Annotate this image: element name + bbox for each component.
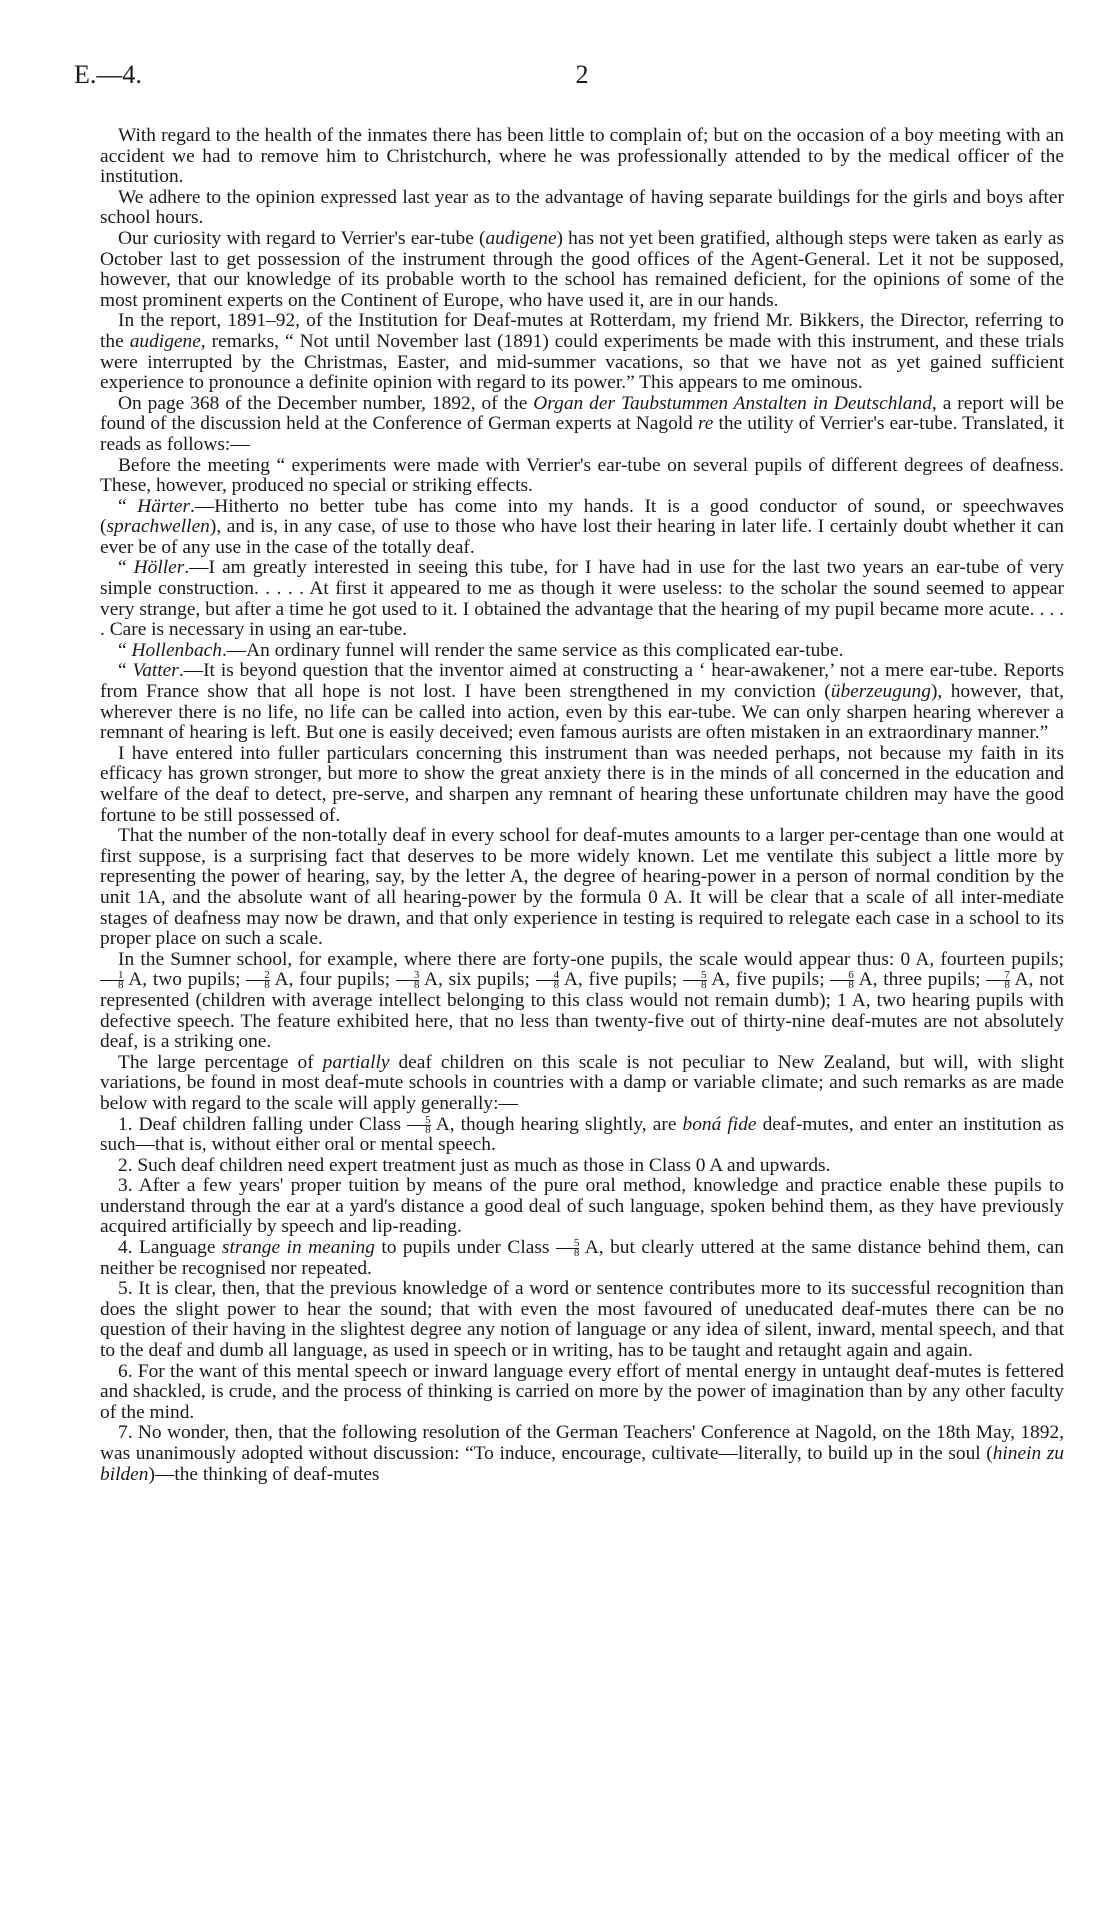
fraction: $\frac{7}{8}$ (986, 971, 1010, 990)
paragraph-partially-deaf: The large percentage of partially deaf children on this scale is not peculiar to New Zealand, but will, with slight variations, be found in most deaf-mute schools in countries with a damp or variable climate; and such remarks as are made below with regard to the scale will apply generally:— (100, 1051, 1064, 1114)
paragraph-health: With regard to the health of the inmates there has been little to complain of; but on the occasion of a boy meeting with an accident we had to remove him to Christchurch, where he was professionally attended to by the medical officer of the institution. (100, 125, 1064, 188)
paragraph-organ: On page 368 of the December number, 1892, of the Organ der Taubstummen Anstalten in Deutschland, a report will be found of the discussion held at the Conference of German experts at Nagold re the utility of Verrier's ear-tube. Translated, it reads as follows:— (100, 392, 1064, 455)
paragraph-ear-tube: Our curiosity with regard to Verrier's ear-tube (audigene) has not yet been gratified, although steps were taken as early as October last to get possession of the instrument through the good offices of the Agent-General. Let it not be supposed, however, that our knowledge of its probable worth to the school has remained deficient, for the opinions of some of the most prominent experts on the Continent of Europe, who have used it, are in our hands. (100, 227, 1065, 311)
fraction: $\frac{3}{8}$ (396, 971, 420, 990)
fraction: $\frac{1}{8}$ (100, 971, 124, 990)
document-reference: E.—4. (74, 60, 142, 89)
paragraph-harter: “ Härter.—Hitherto no better tube has come into my hands. It is a good conductor of sound, or speechwaves (sprachwellen), and is, in any case, of use to those who have lost their hearing in later life. I certainly doubt whether it can ever be of any use in the case of the totally deaf. (100, 495, 1064, 558)
page-header (74, 60, 1064, 100)
paragraph-hollenbach: “ Hollenbach.—An ordinary funnel will render the same service as this complicated ear-tube. (118, 639, 844, 661)
paragraph-meeting: Before the meeting “ experiments were made with Verrier's ear-tube on several pupils of different degrees of deafness. These, however, produced no special or striking effects. (100, 454, 1064, 497)
fraction: $\frac{5}{8}$ (556, 1239, 580, 1258)
fraction: $\frac{6}{8}$ (830, 971, 854, 990)
list-item-4: 4. Language strange in meaning to pupils under Class $\frac{5}{8}$ A, but clearly uttered at the same distance behind them, can neither be recognised nor repeated. (100, 1237, 1064, 1279)
list-item-7: 7. No wonder, then, that the following resolution of the German Teachers' Conference at Nagold, on the 18th May, 1892, was unanimously adopted without discussion: “To induce, encourage, cultivate—literally, to build up in the soul (hinein zu bilden)—the thinking of deaf-mutes (100, 1422, 1064, 1485)
list-item-5: 5. It is clear, then, that the previous knowledge of a word or sentence contributes more to its successful recognition than does the slight power to hear the sound; that with even the most favoured of uneducated deaf-mutes there can be no question of their having in the slightest degree any notion of language or any idea of silent, inward, mental speech, and that to the deaf and dumb all language, as used in speech or in writing, has to be taught and retaught again and again. (100, 1278, 1064, 1362)
paragraph-rotterdam: In the report, 1891–92, of the Institution for Deaf-mutes at Rotterdam, my friend Mr. Bikkers, the Director, referring to the audigene, remarks, “ Not until November last (1891) could experiments be made with this instrument, and these trials were interrupted by the Christmas, Easter, and mid-summer vacations, so that we have not as yet gained sufficient experience to pronounce a definite opinion with regard to its power.” This appears to me ominous. (100, 310, 1064, 394)
list-item-6: 6. For the want of this mental speech or inward language every effort of mental energy in untaught deaf-mutes is fettered and shackled, is crude, and the process of thinking is carried on more by the power of imagination than by any other faculty of the mind. (100, 1360, 1064, 1423)
paragraph-percentage: That the number of the non-totally deaf in every school for deaf-mutes amounts to a larger per-centage than one would at first suppose, is a surprising fact that deserves to be more widely known. Let me ventilate this subject a little more by representing the power of hearing, say, by the letter A, the degree of hearing-power in a person of normal condition by the unit 1A, and the absolute want of all hearing-power by the formula 0 A. It will be clear that a scale of all inter-mediate stages of deafness may now be drawn, and that only experience in testing is required to relegate each case in a school to its proper place on such a scale. (100, 825, 1064, 950)
paragraph-vatter: “ Vatter.—It is beyond question that the inventor aimed at constructing a ‘ hear-awakener,’ not a mere ear-tube. Reports from France show that all hope is not lost. I have been strengthened in my conviction (überzeugung), however, that, wherever there is no life, no life can be called into action, even by this ear-tube. We can only sharpen hearing wherever a remnant of hearing is left. But one is easily deceived; even famous aurists are often mistaken in an extraordinary manner.” (100, 660, 1064, 744)
page-number: 2 (575, 60, 589, 89)
fraction: $\frac{2}{8}$ (246, 971, 270, 990)
paragraph-particulars: I have entered into fuller particulars concerning this instrument than was needed perhaps, not because my faith in its efficacy has grown stronger, but more to show the great anxiety there is in the minds of all concerned in the education and welfare of the deaf to detect, pre-serve, and sharpen any remnant of hearing these unfortunate children may have the good fortune to be still possessed of. (100, 742, 1064, 826)
paragraph-buildings: We adhere to the opinion expressed last year as to the advantage of having separate buildings for the girls and boys after school hours. (100, 186, 1064, 229)
fraction: $\frac{4}{8}$ (536, 971, 560, 990)
paragraph-holler: “ Höller.—I am greatly interested in seeing this tube, for I have had in use for the last two years an ear-tube of very simple construction. . . . . At first it appeared to me as though it were useless: to the scholar the sound seemed to appear very strange, but after a time he got used to it. I obtained the advantage that the hearing of my pupil became more acute. . . . . Care is necessary in using an ear-tube. (100, 557, 1064, 641)
list-item-1: 1. Deaf children falling under Class $\frac{5}{8}$ A, though hearing slightly, are boná fide deaf-mutes, and enter an institution as such—that is, without either oral or mental speech. (100, 1113, 1064, 1156)
fraction: $\frac{5}{8}$ (407, 1116, 431, 1135)
paragraph-sumner-scale: In the Sumner school, for example, where there are forty-one pupils, the scale would appear thus: 0 A, fourteen pupils; $\frac{1}{8}$ A, two pupils; $\frac{2}{8}$ A, four pupils; $\frac{3}{8}$ A, six pupils; $\frac{4}{8}$ A, five pupils; $\frac{5}{8}$ A, five pupils; $\frac{6}{8}$ A, three pupils; $\frac{7}{8}$ A, not represented (children with average intellect belonging to this class would not remain dumb); 1 A, two hearing pupils with defective speech. The feature exhibited here, that no less than twenty-five out of thirty-nine deaf-mutes are not absolutely deaf, is a striking one. (100, 948, 1064, 1053)
list-item-2: 2. Such deaf children need expert treatment just as much as those in Class 0 A and upwards. (118, 1154, 831, 1176)
fraction: $\frac{5}{8}$ (683, 971, 707, 990)
list-item-3: 3. After a few years' proper tuition by means of the pure oral method, knowledge and practice enable these pupils to understand through the ear at a yard's distance a good deal of such language, spoken behind them, as they have previously acquired artificially by speech and lip-reading. (100, 1175, 1064, 1238)
